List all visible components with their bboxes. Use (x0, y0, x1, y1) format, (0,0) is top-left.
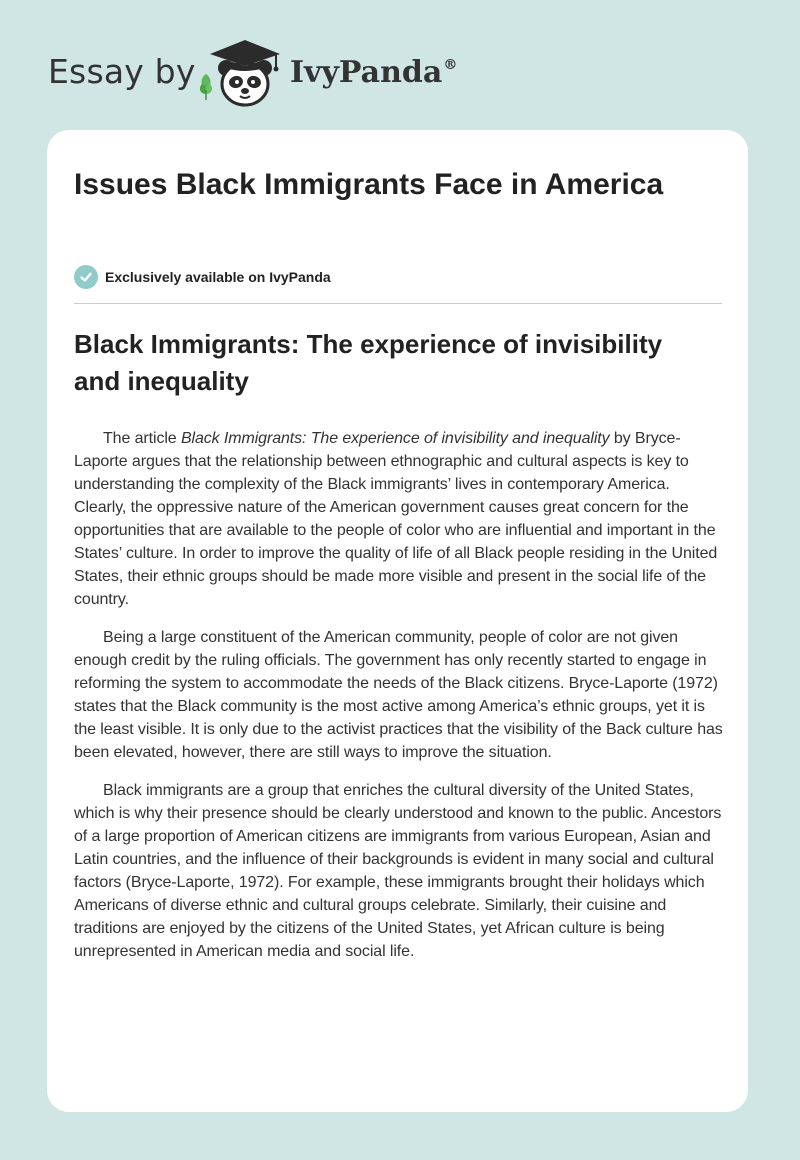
article-title-italic: Black Immigrants: The experience of invisibility and inequality (180, 430, 610, 447)
brand-prefix: Essay by (48, 52, 196, 91)
article-body (74, 427, 724, 978)
section-heading: Black Immigrants: The experience of invisibility and inequality (74, 329, 663, 396)
panda-graduation-cap-icon[interactable] (196, 34, 288, 110)
exclusive-badge (74, 264, 331, 290)
brand-name[interactable]: IvyPanda® (290, 55, 458, 90)
divider (74, 303, 722, 304)
check-icon (74, 265, 98, 289)
article-card (47, 130, 748, 1112)
site-header (0, 0, 800, 130)
page-title: Issues Black Immigrants Face in America (74, 168, 664, 201)
paragraph: The article Black Immigrants: The experience of invisibility and inequality by Bryce-Laporte argues that the relationship between ethnographic and cultural aspects is key to understanding the complexity of the Black immigrants’ lives in contemporary America. Clearly, the oppressive nature of the American government causes great concern for the opportunities that are available to the people of color who are influential and important in the States’ culture. In order to improve the quality of life of all Black people residing in the United States, their ethnic groups should be made more visible and present in the social life of the country. (74, 430, 718, 608)
paragraph: Being a large constituent of the American community, people of color are not given enough credit by the ruling officials. The government has only recently started to engage in reforming the system to accommodate the needs of the Black citizens. Bryce-Laporte (1972) states that the Black community is the most active among America’s ethnic groups, yet it is the least visible. It is only due to the activist practices that the visibility of the Back culture has been elevated, however, there are still ways to improve the situation. (74, 629, 723, 761)
paragraph: Black immigrants are a group that enriches the cultural diversity of the United States, which is why their presence should be clearly understood and known to the public. Ancestors of a large proportion of American citizens are immigrants from various European, Asian and Latin countries, and the influence of their backgrounds is evident in many social and cultural factors (Bryce-Laporte, 1972). For example, these immigrants brought their holidays which Americans of diverse ethnic and cultural groups celebrate. Similarly, their cuisine and traditions are enjoyed by the citizens of the United States, yet African culture is being unrepresented in American media and social life. (74, 782, 722, 960)
ivy-leaf-icon (200, 74, 212, 100)
registered-mark: ® (443, 57, 458, 73)
badge-label: Exclusively available on IvyPanda (105, 269, 331, 285)
